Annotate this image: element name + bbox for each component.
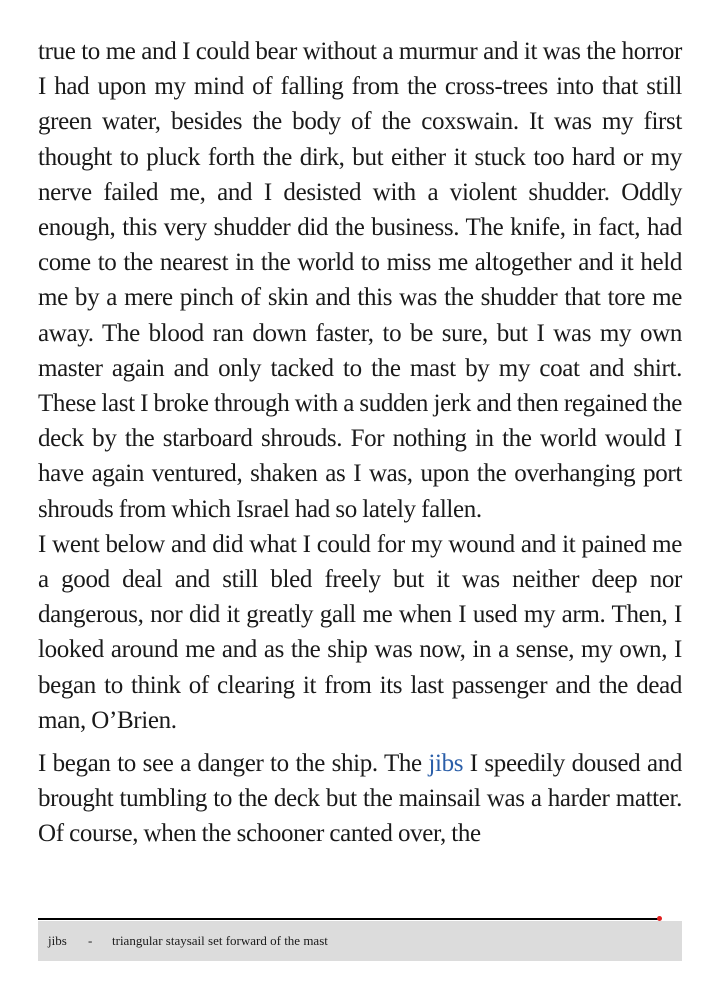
paragraph-3 [38, 746, 682, 852]
paragraph-2: I went below and did what I could for my wound and it pained me a good deal and still bled freely but it was neither deep nor dangerous, nor did it greatly gall me when I used my arm. Then, I looked around me and as the ship was now, in a sense, my own, I began to think of clearing it from its last passenger and the dead man, O’Brien. [38, 530, 682, 734]
footnote-definition: triangular staysail set forward of the mast [112, 933, 328, 948]
paragraph-1: true to me and I could bear without a murmur and it was the horror I had upon my mind of falling from the cross-trees into that still green water, besides the body of the coxswain. It was my first thought to pluck forth the dirk, but either it stuck too hard or my nerve failed me, and I desisted with a violent shudder. Oddly enough, this very shudder did the business. The knife, in fact, had come to the nearest in the world to miss me altogether and it held me by a mere pinch of skin and this was the shudder that tore me away. The blood ran down faster, to be sure, but I was my own master again and only tacked to the mast by my coat and shirt. These last I broke through with a sudden jerk and then regained the deck by the starboard shrouds. For nothing in the world would I have again ventured, shaken as I was, upon the overhanging port shrouds from which Israel had so lately fallen. [38, 38, 682, 523]
footnote-separator: - [88, 933, 93, 948]
footnote-box [38, 921, 682, 961]
glossary-link-jibs[interactable]: jibs [428, 750, 464, 778]
footnote-divider [38, 918, 658, 920]
main-text [38, 34, 682, 852]
paragraph-3-before: I began to see a danger to the ship. The [38, 750, 429, 778]
paragraph-3-after: I speedily doused and brought tumbling to the deck but the mainsail was a harder matter. Of course, when the schooner canted over, the [38, 750, 682, 848]
footnote-term: jibs [48, 933, 67, 948]
